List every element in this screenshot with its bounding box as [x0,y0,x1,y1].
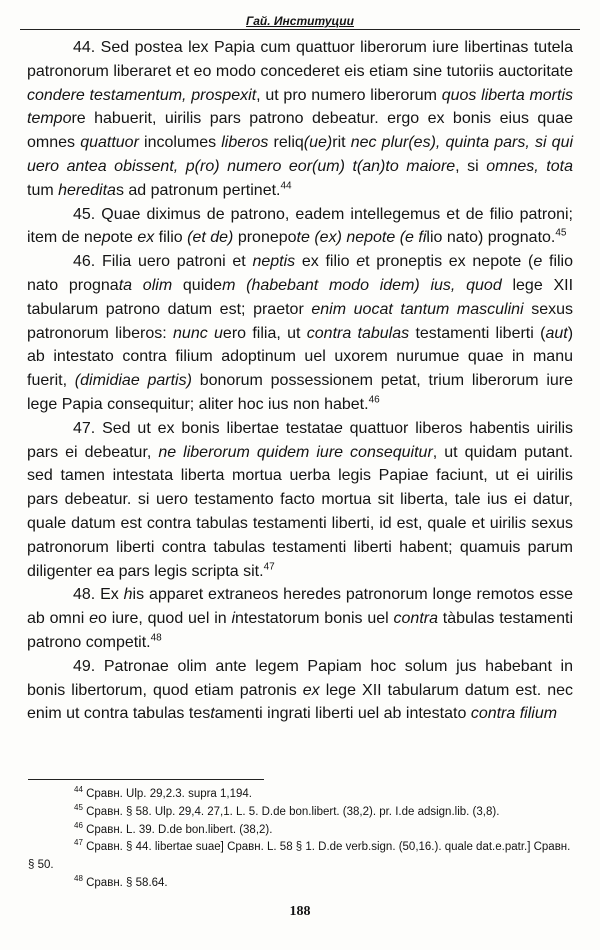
text-run: 46. Filia uero patroni et [73,253,253,271]
text-run: re habuerit, uirilis pars patrono debeatur. ergo ex bonis eius quae omnes [27,110,573,152]
text-run: ta olim [118,276,173,294]
text-run: nunc u [173,324,223,342]
text-run: testamenti liberti ( [409,324,546,342]
text-run: ex [137,229,155,247]
main-text [27,36,573,726]
footnote-number: 47 [74,838,83,848]
text-run: ex [302,681,320,699]
footnote-text: Сравн. § 44. libertae suae] Сравн. L. 58 § 1. D.de verb.sign. (50,16.). quale dat.e.patr.] Сравн. § 50. [28,841,571,872]
text-run: 47. Sed ut ex bonis libertae testata [73,419,334,437]
footnote-number: 44 [74,785,83,795]
text-run: filio [154,229,188,247]
footnote-ref: 45 [555,228,567,240]
text-run: ne liberorum quidem iure consequitur [158,443,433,461]
footnote [28,839,574,875]
footnote-ref: 47 [263,561,275,573]
text-run: aut [545,324,568,342]
text-run: i [231,610,236,628]
text-run: sexus patronorum liberti contra tabulas testamenti liberti habent; quamuis parum diligenter ea pars legis scripta sit. [27,514,574,580]
text-run: contra filium [470,705,558,723]
footnote [28,804,574,822]
text-run: e [533,253,543,271]
text-run: sexus patronorum liberos: [27,300,574,342]
text-run: ntestatorum bonis uel [235,610,394,628]
text-run: , si [455,157,487,175]
paragraph [27,203,573,251]
paragraph [27,583,573,654]
text-run: heredita [58,181,116,199]
footnote-text: Сравн. § 58.64. [86,876,168,889]
text-run: incolumes [138,134,222,152]
text-run: lio nato) prognato. [426,229,556,247]
footnote-text: Сравн. § 58. Ulp. 29,4. 27,1. L. 5. D.de bon.libert. (38,2). pr. I.de adsign.lib. (3,8). [86,805,500,818]
text-run: lege XII tabularum patrono datum est; praetor [27,276,574,318]
footnote-rule [28,779,264,780]
footnote-ref: 44 [280,180,292,192]
text-run: ero filia, ut [222,324,307,342]
footnotes [28,786,574,893]
text-run: s [518,514,527,532]
header-title: Гай. Институции [20,14,580,28]
footnote [28,875,574,893]
paragraph [27,36,573,203]
text-run: s ad patronum pertinet. [115,181,281,199]
text-run: rit [332,134,351,152]
text-run: lege XII tabularum datum est. nec enim ut contra tabulas tes [27,681,573,723]
text-run: , ut quidam putant. sed tamen intestata liberta mortua uerba legis Papiae faciunt, ut ei uirilis pars debeatur. si uero testamento facto mortua sit liberta, tale ius ei datur, quale datum est contra tabulas testamenti liberti, id est, quale et uirili [27,443,574,532]
text-run: ) ab intestato contra filium adoptinum uel uxorem nurumue quae in manu fuerit, [27,324,574,390]
header-rule [20,29,580,30]
footnote-number: 45 [74,802,83,812]
running-header [20,14,580,36]
text-run: e [333,419,343,437]
text-run: (ue) [303,134,333,152]
text-run: quattuor [80,134,139,152]
text-run: contra tabulas [306,324,410,342]
text-run: condere testamentum, prospexit [27,86,257,104]
text-run: nec plur(es), quinta pars, si qui uero antea obissent, p(ro) numero eor(um) t(an)to maiore [27,134,574,175]
page-number: 188 [289,904,311,919]
text-run: quide [172,276,223,294]
text-run: bonorum possessionem petat, trium liberorum iure lege Papia consequitur; aliter hoc ius non habet. [27,372,574,413]
text-run: filio nato progna [27,253,574,294]
text-run: m (habebant modo idem) ius, quod [222,276,502,294]
text-run: liberos [221,134,269,152]
paragraph [27,250,573,417]
paragraph [27,417,573,584]
footnote [28,822,574,840]
text-run: 44. Sed postea lex Papia cum quattuor liberorum iure libertinas tutela patronorum liberaret et eo modo concederet eis etiam sine tutoriis auctoritate [27,39,573,80]
paragraph [27,655,573,726]
text-run: omnes, tota [486,157,573,175]
text-run: h [123,586,133,604]
footnote-number: 48 [74,874,83,884]
text-run: 48. Ex [73,586,124,604]
text-run: pronepo [233,229,297,247]
text-run: te (ex) nepote (e fi [296,229,427,247]
text-run: 49. Patronae olim ante legem Papiam hoc solum jus habebant in bonis libertorum, quod etiam patronis [27,657,573,699]
footnote-ref: 46 [368,394,380,406]
text-run: tàbulas testamenti patrono competit. [27,610,573,651]
text-run: neptis [252,253,296,271]
text-run: enim uocat tantum masculini [311,300,524,318]
footnote-text: Сравн. L. 39. D.de bon.libert. (38,2). [86,823,273,836]
text-run: e [89,610,98,628]
text-run: t proneptis ex nepote ( [365,253,534,271]
footnote-text: Сравн. Ulp. 29,2.3. supra 1,194. [86,788,253,800]
footnote-ref: 48 [150,632,162,644]
text-run: contra [393,610,438,628]
text-run: amenti ingrati liberti uel ab intestato [214,705,471,723]
text-run: tum [27,181,59,199]
text-run: is apparet extraneos heredes patronorum longe remotos esse ab omni [27,586,573,628]
text-run: 45. Quae diximus de patrono, eadem intellegemus et de filio patroni; item de ne [27,205,573,247]
text-run: o iure, quod uel in [98,610,232,628]
text-run: (et de) [187,229,234,247]
text-run: ex filio [295,253,357,271]
footnote [28,786,574,804]
text-run: quos liberta mortis tempo [27,86,574,128]
text-run: p [101,229,111,247]
footnote-number: 46 [74,820,83,830]
text-run: , ut pro numero liberorum [256,86,442,104]
text-run: quattuor liberos habentis uirilis pars ei debeatur, [27,419,573,461]
text-run: e [356,253,366,271]
text-run: ote [110,229,138,247]
text-run: (dimidiae partis) [74,372,192,390]
text-run: reliq [268,134,304,152]
text-run: t [210,705,215,723]
